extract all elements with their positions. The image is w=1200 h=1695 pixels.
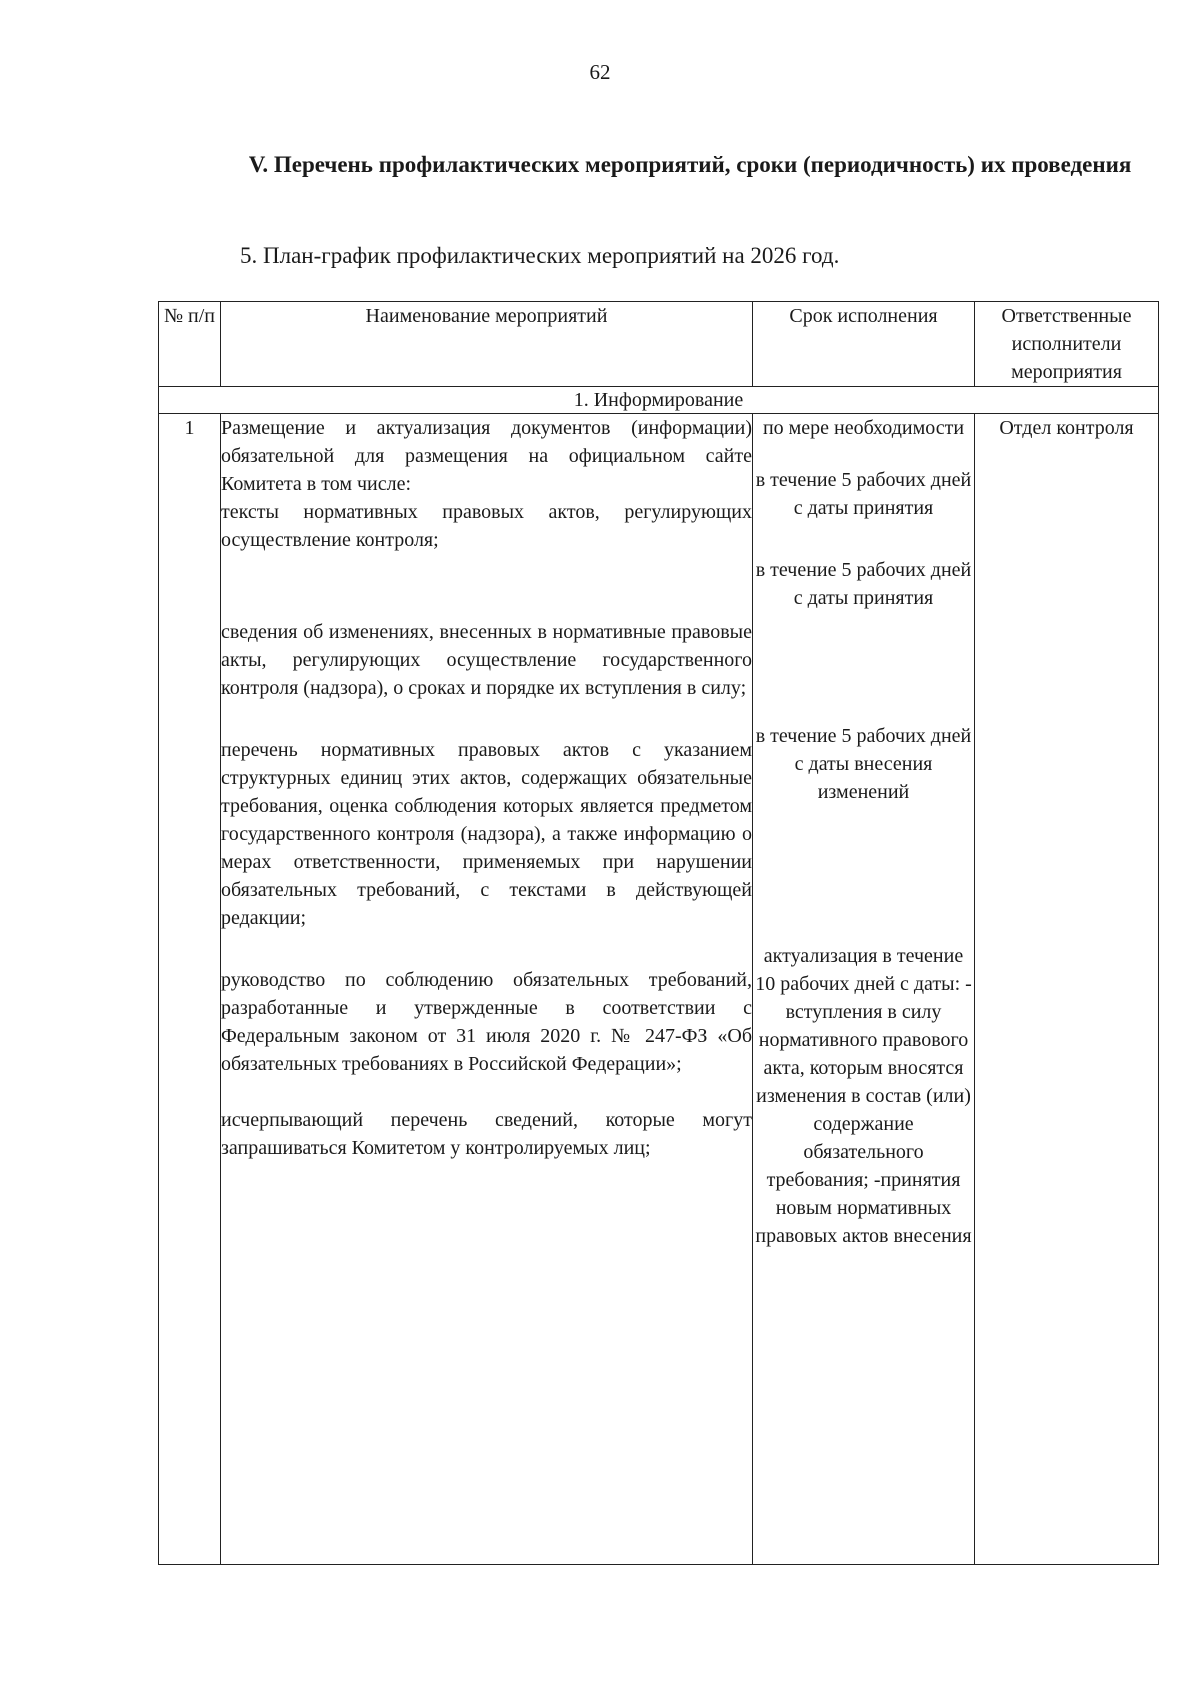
term-item: в течение 5 рабочих дней с даты принятия (755, 469, 972, 519)
row-terms (753, 414, 975, 1565)
header-term: Срок исполнения (753, 302, 975, 387)
row-responsible: Отдел контроля (975, 414, 1159, 1565)
list-item: Размещение и актуализация документов (информации) обязательной для размещения на официальном сайте Комитета в том числе: (221, 417, 752, 495)
row-number: 1 (159, 414, 221, 1565)
plan-table (158, 301, 1159, 1565)
term-item: в течение 5 рабочих дней с даты внесения изменений (755, 725, 972, 803)
section-title: 1. Информирование (159, 387, 1159, 414)
row-description (221, 414, 753, 1565)
term-item: по мере необходимости (762, 417, 965, 439)
section-row (159, 387, 1159, 414)
term-item: в течение 5 рабочих дней с даты принятия (755, 559, 972, 609)
list-item: исчерпывающий перечень сведений, которые могут запрашиваться Комитетом у контролируемых лиц; (221, 1109, 752, 1159)
table-row (159, 414, 1159, 1565)
list-item: сведения об изменениях, внесенных в нормативные правовые акты, регулирующих осуществление государственного контроля (надзора), о сроках и порядке их вступления в силу; (221, 621, 752, 699)
plan-subheading: 5. План-график профилактических мероприятий на 2026 год. (240, 243, 840, 268)
header-num: № п/п (159, 302, 221, 387)
section-heading: V. Перечень профилактических мероприятий, сроки (периодичность) их проведения (248, 152, 1132, 177)
header-responsible: Ответственные исполнители мероприятия (975, 302, 1159, 387)
page-number: 62 (589, 60, 611, 84)
term-item: актуализация в течение 10 рабочих дней с даты: - вступления в силу нормативного правового акта, которым вносятся изменения в состав (или) содержание обязательного требования; -принятия новым нормативных правовых актов внесения (755, 945, 972, 1247)
list-item: руководство по соблюдению обязательных требований, разработанные и утвержденные в соответствии с Федеральным законом от 31 июля 2020 г. № 247-ФЗ «Об обязательных требованиях в Российской Федерации»; (221, 969, 752, 1075)
table-header-row (159, 302, 1159, 387)
list-item: перечень нормативных правовых актов с указанием структурных единиц этих актов, содержащих обязательные требования, оценка соблюдения которых является предметом государственного контроля (надзора), а также информацию о мерах ответственности, применяемых при нарушении обязательных требований, с текстами в действующей редакции; (221, 739, 752, 929)
header-name: Наименование мероприятий (221, 302, 753, 387)
list-item: тексты нормативных правовых актов, регулирующих осуществление контроля; (221, 501, 752, 551)
